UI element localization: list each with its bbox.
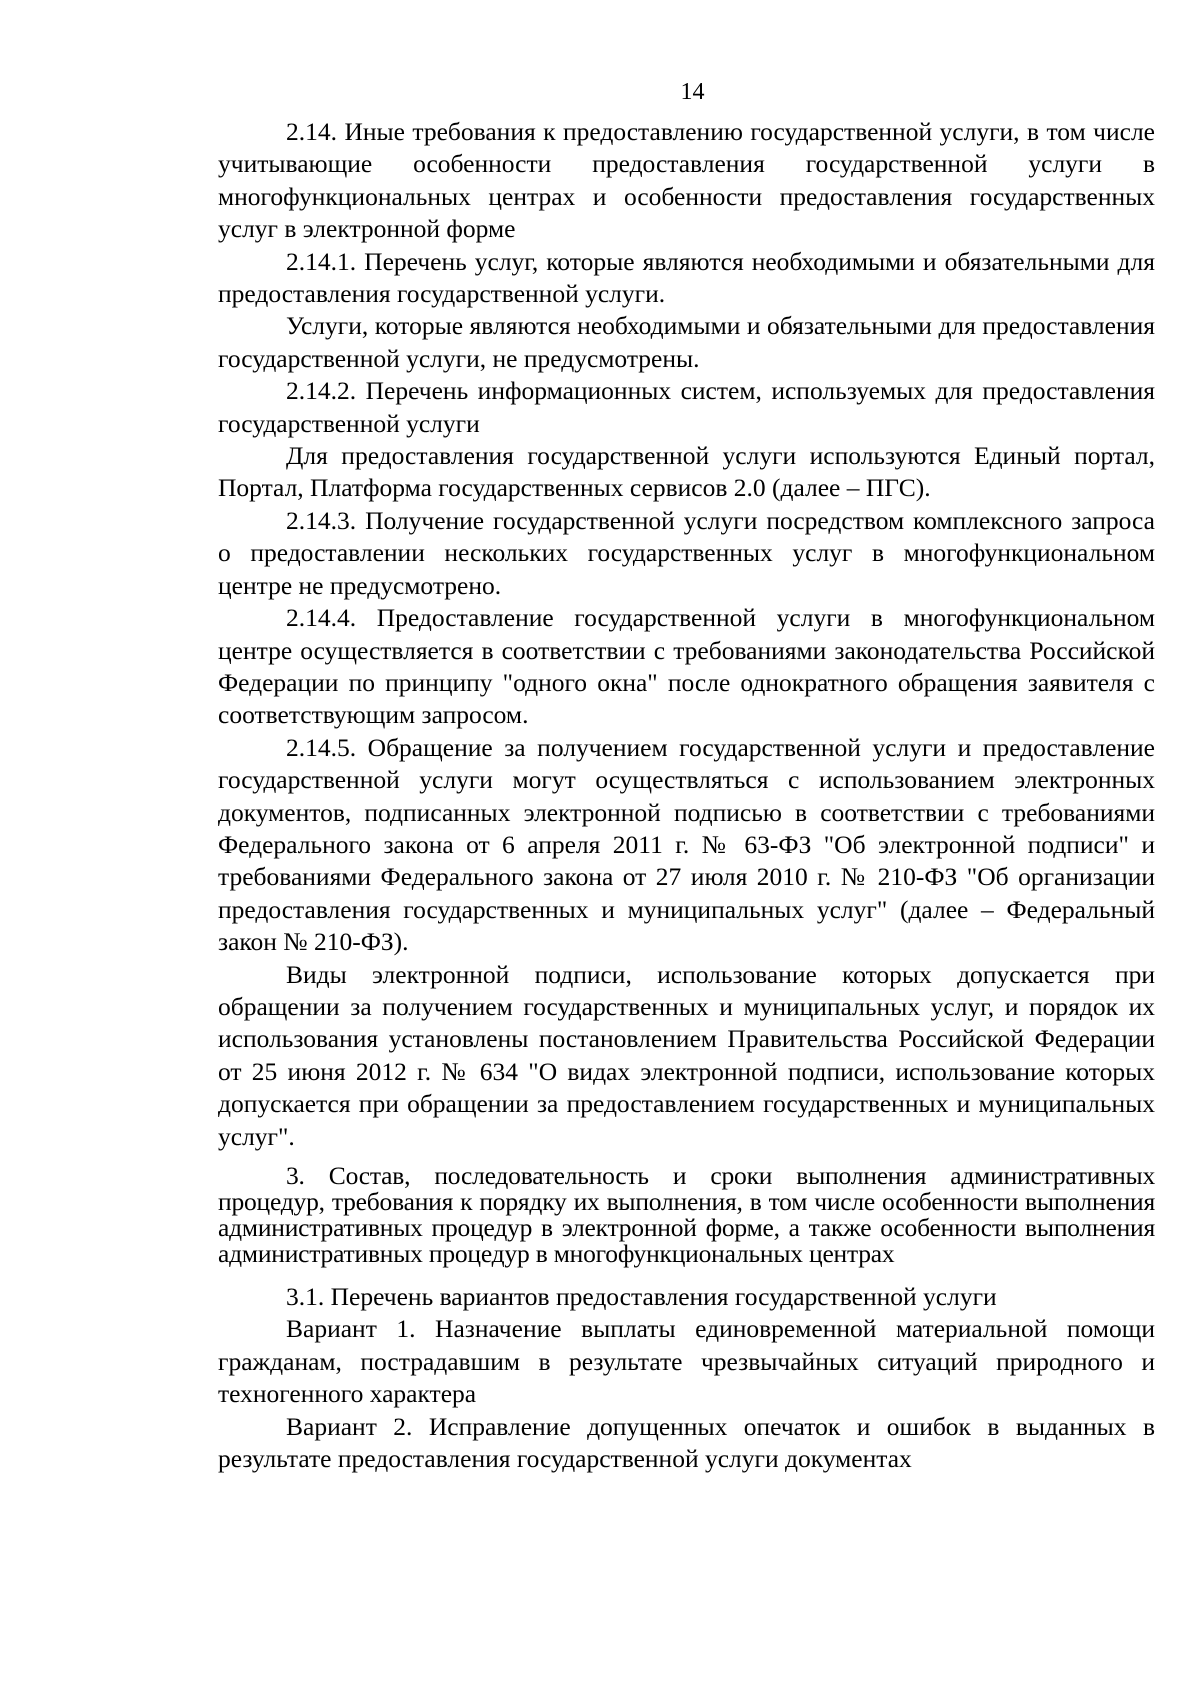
section-3-heading: 3. Состав, последовательность и сроки выполнения административных процедур, требования к порядку их выполнения, в том числе особенности выполнения административных процедур в электронной форме, а также особенности выполнения административных процедур в многофункциональных центрах [218,1161,1155,1268]
paragraph-info-systems-used: Для предоставления государственной услуги используются Единый портал, Портал, Платформа государственных сервисов 2.0 (далее – ПГС). [218,441,1155,503]
paragraph-2-14: 2.14. Иные требования к предоставлению государственной услуги, в том числе учитывающие особенности предоставления государственной услуги в многофункциональных центрах и особенности предоставления государственных услуг в электронной форме [218,117,1155,244]
paragraph-services-not-provided: Услуги, которые являются необходимыми и обязательными для предоставления государственной услуги, не предусмотрены. [218,311,1155,373]
paragraph-2-14-1: 2.14.1. Перечень услуг, которые являются необходимыми и обязательными для предоставления государственной услуги. [218,246,1155,309]
paragraph-3-1: 3.1. Перечень вариантов предоставления государственной услуги [286,1282,997,1311]
paragraph-2-14-4: 2.14.4. Предоставление государственной услуги в многофункциональном центре осуществляется в соответствии с требованиями законодательства Российской Федерации по принципу "одного окна" после однократного обращения заявителя с соответствующим запросом. [218,603,1155,730]
paragraph-variant-1: Вариант 1. Назначение выплаты единовременной материальной помощи гражданам, пострадавшим в результате чрезвычайных ситуаций природного и техногенного характера [218,1314,1155,1409]
paragraph-2-14-3: 2.14.3. Получение государственной услуги посредством комплексного запроса о предоставлении нескольких государственных услуг в многофункциональном центре не предусмотрено. [218,505,1155,600]
paragraph-2-14-5: 2.14.5. Обращение за получением государственной услуги и предоставление государственной услуги могут осуществляться с использованием электронных документов, подписанных электронной подписью в соответствии с требованиями Федерального закона от 6 апреля 2011 г. № 63-ФЗ "Об электронной подписи" и требованиями Федерального закона от 27 июля 2010 г. № 210-ФЗ "Об организации предоставления государственных и муниципальных услуг" (далее – Федеральный закон № 210-ФЗ). [218,732,1155,957]
paragraph-variant-2: Вариант 2. Исправление допущенных опечаток и ошибок в выданных в результате предоставления государственной услуги документах [218,1411,1155,1474]
paragraph-electronic-signature-types: Виды электронной подписи, использование которых допускается при обращении за получением государственных и муниципальных услуг, и порядок их использования установлены постановлением Правительства Российской Федерации от 25 июня 2012 г. № 634 "О видах электронной подписи, использование которых допускается при обращении за предоставлением государственных и муниципальных услуг". [218,959,1155,1151]
page-number: 14 [680,79,705,105]
paragraph-2-14-2: 2.14.2. Перечень информационных систем, используемых для предоставления государственной услуги [218,376,1155,438]
